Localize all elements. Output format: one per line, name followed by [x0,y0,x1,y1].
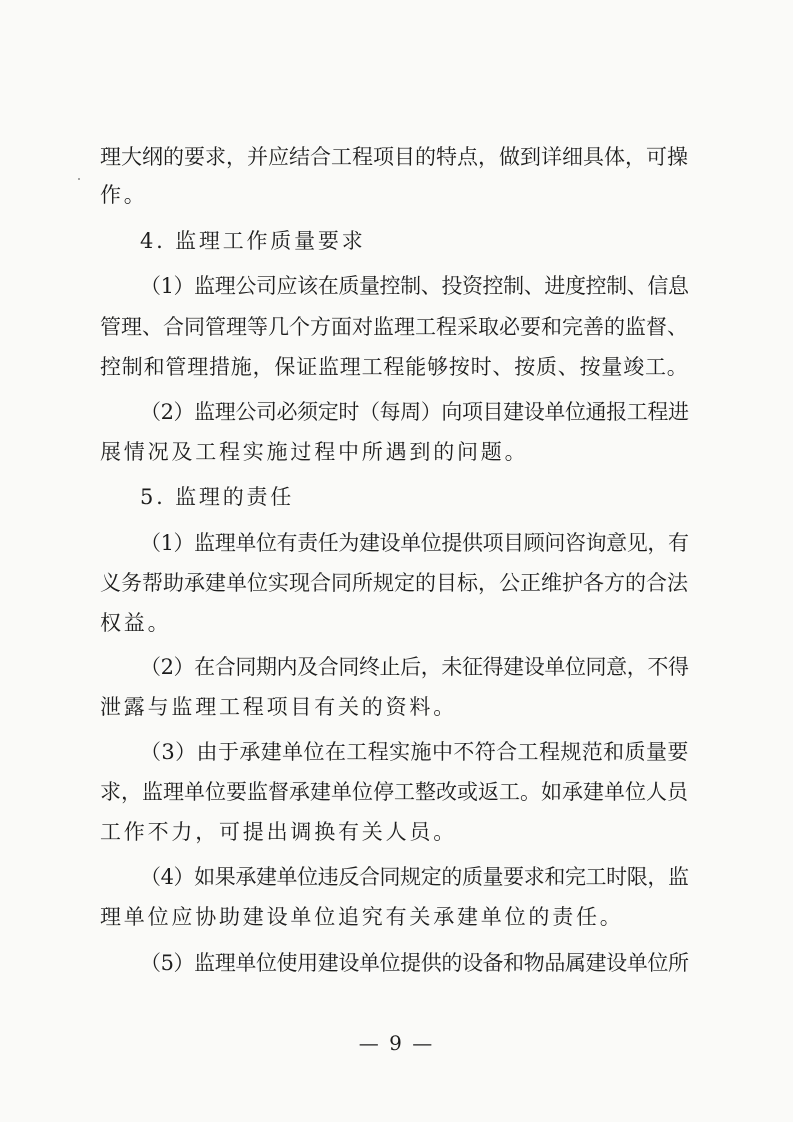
paragraph-line: （2）监理公司必须定时（每周）向项目建设单位通报工程进 [140,400,689,424]
paragraph-line: （4）如果承建单位违反合同规定的质量要求和完工时限，监 [140,865,689,889]
paragraph-line: （1）监理公司应该在质量控制、投资控制、进度控制、信息 [140,274,689,298]
paragraph-line: 求，监理单位要监督承建单位停工整改或返工。如承建单位人员 [100,780,688,804]
paragraph-line: 义务帮助承建单位实现合同所规定的目标，公正维护各方的合法 [100,571,688,595]
paragraph-line: 权益。 [100,611,172,635]
paragraph-line: （5）监理单位使用建设单位提供的设备和物品属建设单位所 [140,951,689,975]
paragraph-line: 泄露与监理工程项目有关的资料。 [100,695,457,719]
paragraph-line: （1）监理单位有责任为建设单位提供项目顾问咨询意见，有 [140,531,689,555]
section-heading: 5. 监理的责任 [140,485,295,509]
paragraph-line: 工作不力，可提出调换有关人员。 [100,820,457,844]
paragraph-line: 控制和管理措施，保证监理工程能够按时、按质、按量竣工。 [100,355,689,379]
paragraph-line: 理大纲的要求，并应结合工程项目的特点，做到详细具体，可操 [100,145,688,169]
page-number: — 9 — [358,1031,435,1055]
paragraph-line: （2）在合同期内及合同终止后，未征得建设单位同意，不得 [140,655,689,679]
paragraph-line: 作。 [100,183,148,207]
scan-speck [78,178,80,180]
paragraph-line: 管理、合同管理等几个方面对监理工程采取必要和完善的监督、 [100,315,688,339]
paragraph-line: 展情况及工程实施过程中所遇到的问题。 [100,440,529,464]
paragraph-line: （3）由于承建单位在工程实施中不符合工程规范和质量要 [140,740,689,764]
section-heading: 4. 监理工作质量要求 [140,229,366,253]
paragraph-line: 理单位应协助建设单位追究有关承建单位的责任。 [100,905,624,929]
